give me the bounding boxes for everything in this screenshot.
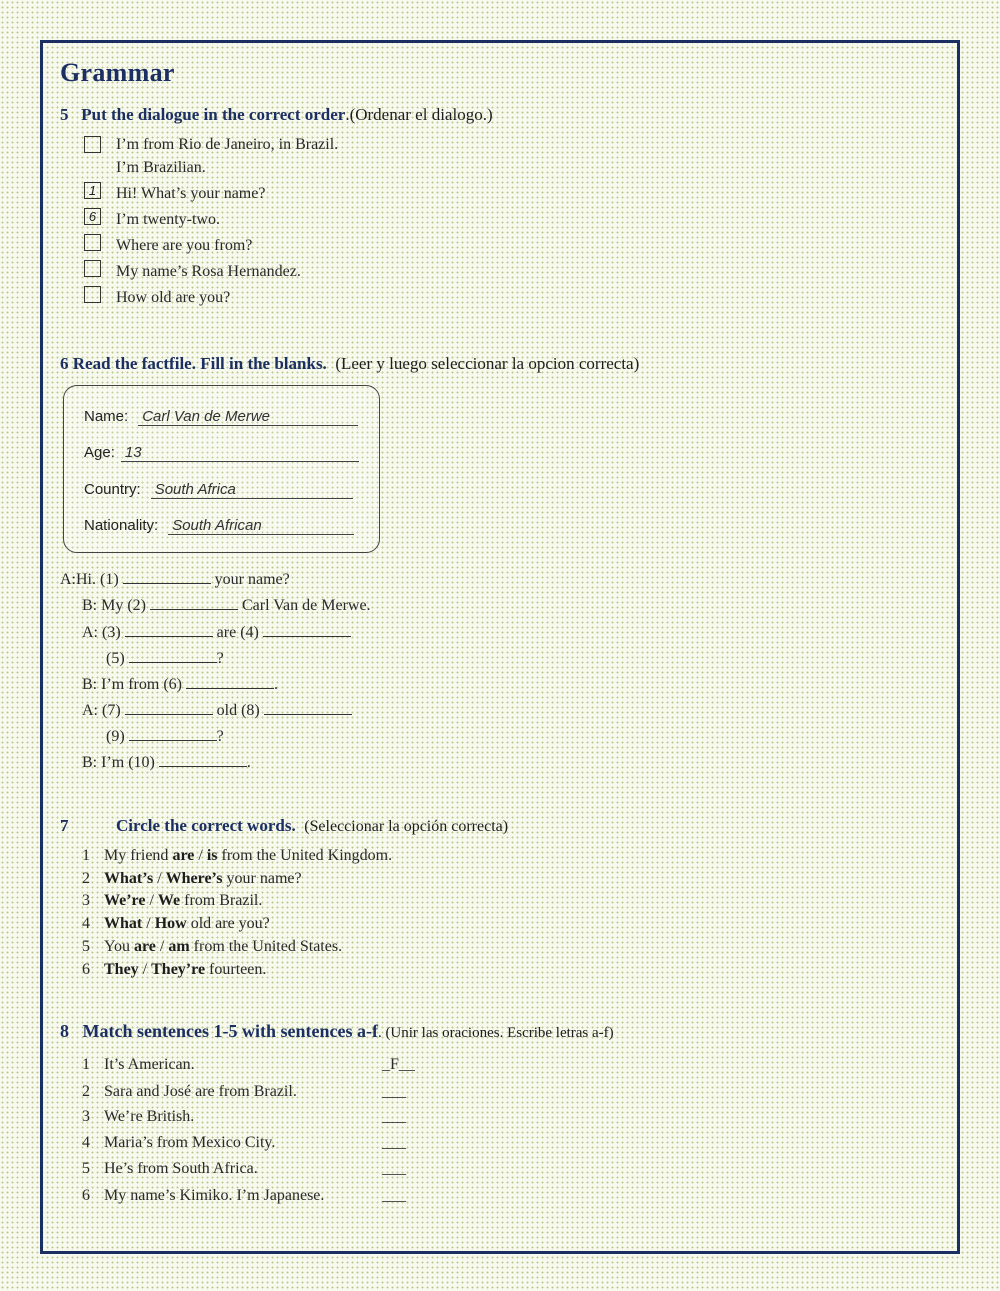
fill-line-text: Carl Van de Merwe. <box>242 597 371 614</box>
option-separator: / <box>153 870 166 887</box>
section-5-note: .(Ordenar el dialogo.) <box>345 105 493 124</box>
match-answer[interactable]: _F__ <box>382 1056 415 1073</box>
order-box[interactable]: 1 <box>84 182 101 199</box>
item-text: We’re British. <box>104 1108 195 1125</box>
item-text: You <box>104 938 134 955</box>
fill-line-3 <box>82 622 351 642</box>
section-7-title: Circle the correct words <box>116 816 292 835</box>
option-separator: / <box>138 961 152 978</box>
option-a[interactable]: are <box>133 938 156 955</box>
factfile-name-value: Carl Van de Merwe <box>138 408 358 426</box>
match-answer[interactable]: ___ <box>382 1083 406 1100</box>
fill-line-4 <box>106 648 224 668</box>
item-text: fourteen. <box>205 961 267 978</box>
section-6-note: (Leer y luego seleccionar la opcion correcta) <box>335 354 640 373</box>
option-a[interactable]: What’s <box>104 870 154 887</box>
section-8-number: 8 <box>60 1021 69 1041</box>
blank-1[interactable] <box>123 569 211 584</box>
section-5-title: Put the dialogue in the correct order <box>81 105 346 124</box>
fill-line-text: B: I’m (10) <box>82 754 155 771</box>
option-b[interactable]: They’re <box>151 961 206 978</box>
match-item <box>82 1187 324 1205</box>
item-number: 3 <box>82 1108 90 1125</box>
section-8-note: . (Unir las oraciones. Escribe letras a-f) <box>377 1025 614 1041</box>
item-text: Sara and José are from Brazil. <box>104 1083 297 1100</box>
circle-item <box>82 938 342 956</box>
circle-item <box>82 870 302 888</box>
option-b[interactable]: How <box>154 915 187 932</box>
section-7-note: (Seleccionar la opción correcta) <box>304 818 509 835</box>
fill-line-5 <box>82 674 278 694</box>
fill-line-text: A: (7) <box>82 702 121 719</box>
match-item <box>82 1056 195 1074</box>
option-separator: / <box>145 892 158 909</box>
match-answer[interactable]: ___ <box>382 1108 406 1125</box>
blank-9[interactable] <box>129 726 217 741</box>
fill-line-text: your name? <box>214 571 290 588</box>
factfile-card <box>63 385 380 553</box>
item-number: 5 <box>82 1160 90 1177</box>
dialogue-line: How old are you? <box>116 289 231 306</box>
option-a[interactable]: What <box>104 915 143 932</box>
option-separator: / <box>155 938 169 955</box>
item-number: 2 <box>82 870 90 887</box>
section-5-number: 5 <box>60 105 69 124</box>
blank-8[interactable] <box>264 700 352 715</box>
option-b[interactable]: Where’s <box>165 870 223 887</box>
match-item <box>82 1134 275 1152</box>
factfile-age-row <box>84 444 359 462</box>
item-number: 4 <box>82 915 90 932</box>
item-number: 6 <box>82 961 90 978</box>
fill-line-text: ? <box>216 650 224 667</box>
circle-item <box>82 961 266 979</box>
fill-line-6 <box>82 700 352 720</box>
fill-line-8 <box>82 752 251 772</box>
option-a[interactable]: They <box>104 961 139 978</box>
dialogue-line: Hi! What’s your name? <box>116 185 266 202</box>
dialogue-line: I’m Brazilian. <box>116 159 206 176</box>
dialogue-line: I’m twenty-two. <box>116 211 220 228</box>
match-item <box>82 1083 297 1101</box>
blank-3[interactable] <box>125 622 213 637</box>
fill-line-text: (9) <box>106 728 125 745</box>
option-a[interactable]: are <box>172 847 195 864</box>
fill-line-text: B: My (2) <box>82 597 146 614</box>
fill-line-1 <box>60 569 290 589</box>
blank-5[interactable] <box>129 648 217 663</box>
factfile-age-value: 13 <box>121 444 359 462</box>
item-text: your name? <box>222 870 302 887</box>
circle-item <box>82 915 270 933</box>
item-number: 6 <box>82 1187 90 1204</box>
factfile-name-label: Name: <box>84 408 129 425</box>
option-separator: / <box>194 847 207 864</box>
dialogue-line: Where are you from? <box>116 237 253 254</box>
factfile-name-row <box>84 408 358 426</box>
circle-item <box>82 847 392 865</box>
item-text: from the United Kingdom. <box>217 847 393 864</box>
item-text: My name’s Kimiko. I’m Japanese. <box>104 1187 325 1204</box>
match-answer[interactable]: ___ <box>382 1160 406 1177</box>
fill-line-7 <box>106 726 224 746</box>
item-text: from the United States. <box>189 938 343 955</box>
order-box[interactable] <box>84 286 101 303</box>
blank-4[interactable] <box>263 622 351 637</box>
fill-line-text: ? <box>216 728 224 745</box>
item-number: 3 <box>82 892 90 909</box>
blank-2[interactable] <box>150 595 238 610</box>
item-text: old are you? <box>186 915 270 932</box>
page-title: Grammar <box>60 58 175 87</box>
fill-line-text: A: (3) <box>82 624 121 641</box>
item-text: It’s American. <box>104 1056 195 1073</box>
fill-line-text: are (4) <box>216 624 259 641</box>
item-text: from Brazil. <box>180 892 263 909</box>
section-5-heading <box>60 105 493 125</box>
match-item <box>82 1108 194 1126</box>
order-box[interactable] <box>84 234 101 251</box>
option-b[interactable]: We <box>157 892 181 909</box>
blank-7[interactable] <box>125 700 213 715</box>
section-7-heading <box>60 816 508 836</box>
item-text: Maria’s from Mexico City. <box>104 1134 276 1151</box>
fill-line-2 <box>82 595 371 615</box>
item-text: My friend <box>104 847 173 864</box>
match-item <box>82 1160 258 1178</box>
match-answer[interactable]: ___ <box>382 1187 406 1204</box>
factfile-nationality-row <box>84 517 354 535</box>
circle-item <box>82 892 262 910</box>
factfile-country-label: Country: <box>84 481 141 498</box>
fill-line-text: (5) <box>106 650 125 667</box>
option-b[interactable]: am <box>168 938 190 955</box>
order-box[interactable] <box>84 136 101 153</box>
item-number: 4 <box>82 1134 90 1151</box>
section-8-title: Match sentences 1-5 with sentences a-f <box>82 1021 378 1041</box>
order-box[interactable] <box>84 260 101 277</box>
section-6-title: 6 Read the factfile. Fill in the blanks. <box>60 354 327 373</box>
factfile-nationality-value: South African <box>168 517 354 535</box>
item-number: 1 <box>82 1056 90 1073</box>
blank-10[interactable] <box>159 752 247 767</box>
option-separator: / <box>142 915 155 932</box>
dialogue-line: I’m from Rio de Janeiro, in Brazil. <box>116 136 339 153</box>
blank-6[interactable] <box>186 674 274 689</box>
section-8-heading <box>60 1021 614 1042</box>
item-text: He’s from South Africa. <box>104 1160 258 1177</box>
item-number: 1 <box>82 847 90 864</box>
section-6-heading <box>60 354 639 374</box>
fill-line-text: . <box>273 676 278 693</box>
option-b[interactable]: is <box>206 847 218 864</box>
match-answer[interactable]: ___ <box>382 1134 406 1151</box>
item-number: 5 <box>82 938 90 955</box>
section-7-number: 7 <box>60 816 69 835</box>
factfile-age-label: Age: <box>84 444 115 461</box>
factfile-nationality-label: Nationality: <box>84 517 159 534</box>
fill-line-text: A:Hi. (1) <box>60 571 119 588</box>
section-7-dot: . <box>291 816 296 835</box>
order-box[interactable]: 6 <box>84 208 101 225</box>
dialogue-line: My name’s Rosa Hernandez. <box>116 263 301 280</box>
factfile-country-row <box>84 481 353 499</box>
fill-line-text: old (8) <box>216 702 260 719</box>
fill-line-text: B: I’m from (6) <box>82 676 182 693</box>
option-a[interactable]: We’re <box>104 892 146 909</box>
fill-line-text: . <box>246 754 251 771</box>
item-number: 2 <box>82 1083 90 1100</box>
factfile-country-value: South Africa <box>151 481 353 499</box>
